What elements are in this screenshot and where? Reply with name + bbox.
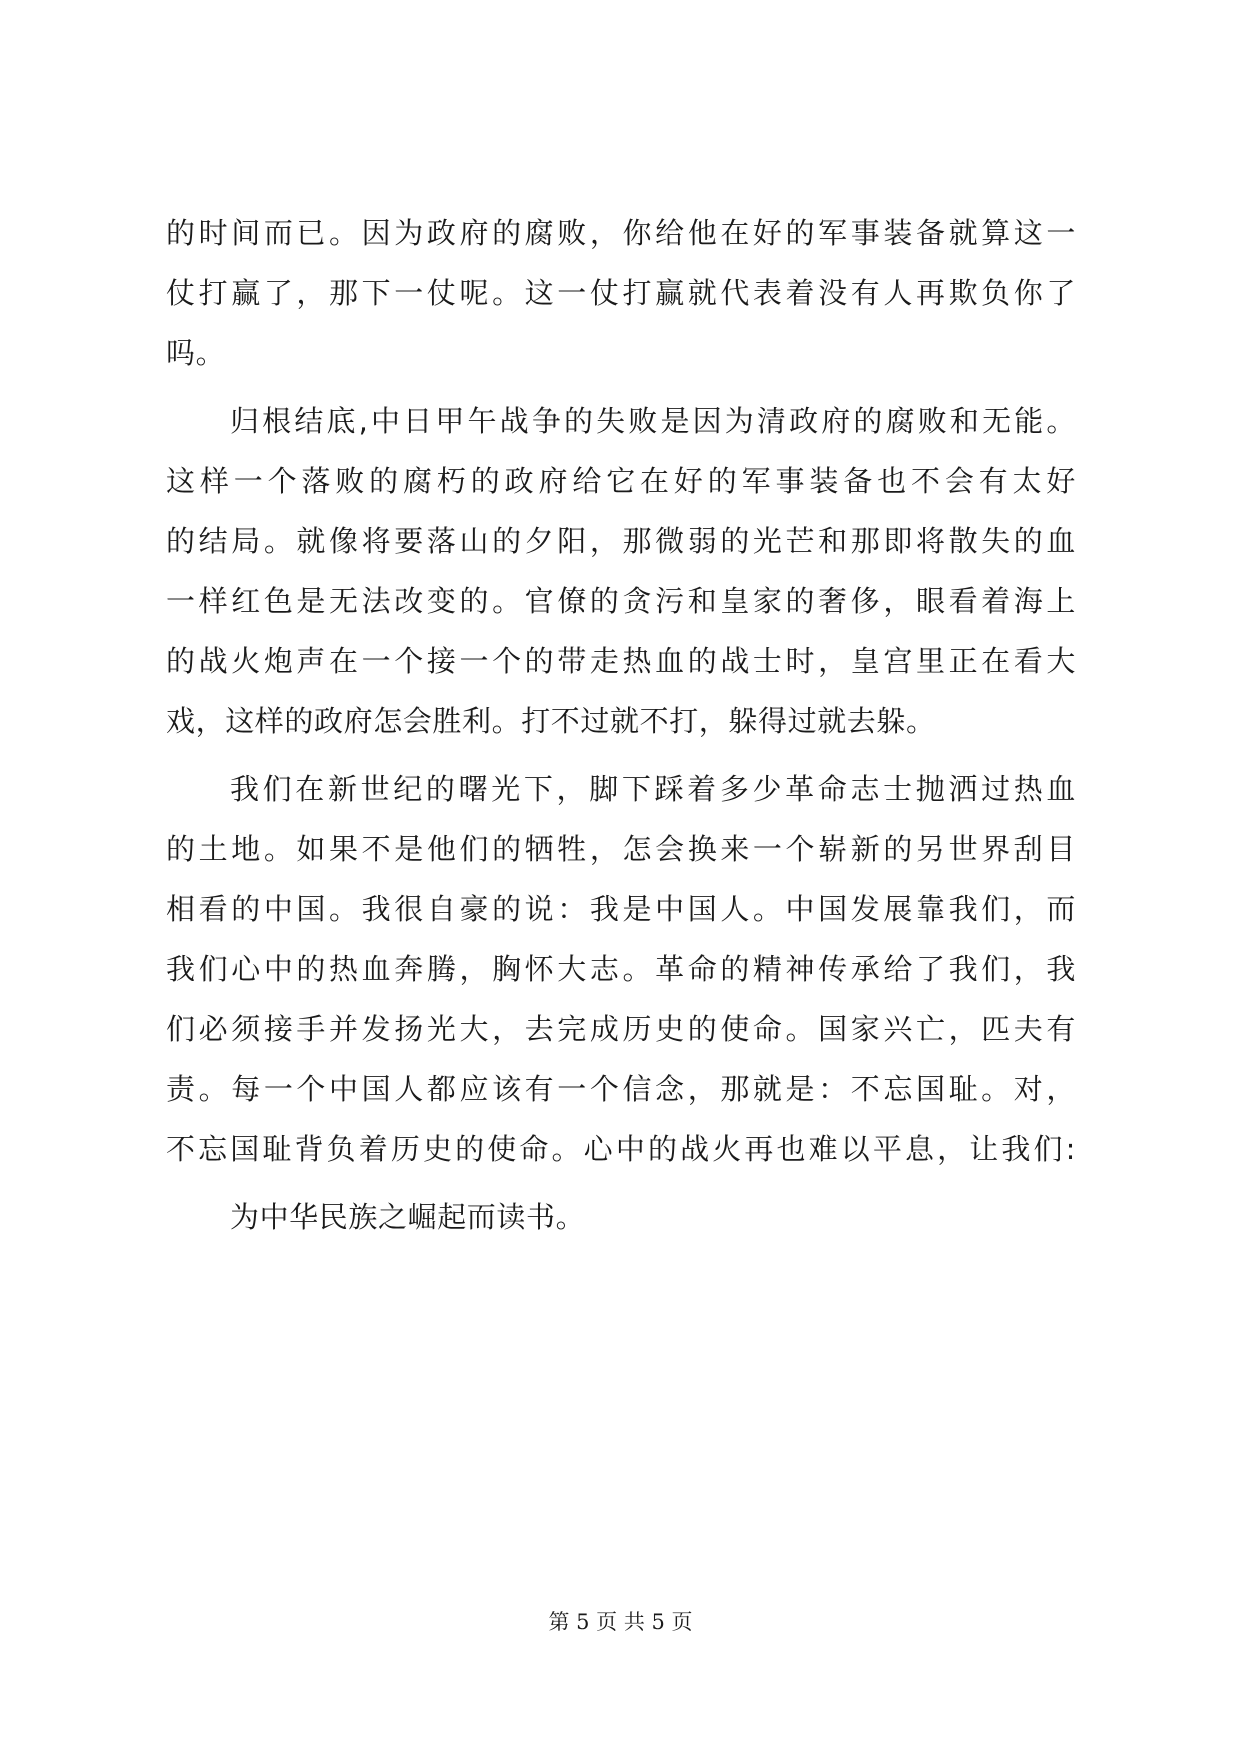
text-line: 责。每一个中国人都应该有一个信念，那就是：不忘国耻。对， <box>166 1072 1076 1106</box>
paragraph-1 <box>166 203 1076 383</box>
text-line: 不忘国耻背负着历史的使命。心中的战火再也难以平息，让我们: <box>166 1132 1076 1166</box>
text-line: 归根结底,中日甲午战争的失败是因为清政府的腐败和无能。 <box>230 404 1076 438</box>
text-line: 们必须接手并发扬光大，去完成历史的使命。国家兴亡，匹夫有 <box>166 1012 1076 1046</box>
text-line: 仗打赢了，那下一仗呢。这一仗打赢就代表着没有人再欺负你了 <box>166 276 1076 310</box>
paragraph-4 <box>166 1187 1076 1247</box>
text-line: 吗。 <box>166 336 226 370</box>
paragraph-3 <box>166 759 1076 1179</box>
text-line: 的土地。如果不是他们的牺牲，怎会换来一个崭新的另世界刮目 <box>166 832 1076 866</box>
text-line: 一样红色是无法改变的。官僚的贪污和皇家的奢侈，眼看着海上 <box>166 584 1076 618</box>
paragraph-2 <box>166 391 1076 751</box>
text-line: 我们心中的热血奔腾，胸怀大志。革命的精神传承给了我们，我 <box>166 952 1076 986</box>
text-line: 相看的中国。我很自豪的说：我是中国人。中国发展靠我们，而 <box>166 892 1076 926</box>
text-line: 戏，这样的政府怎会胜利。打不过就不打，躲得过就去躲。 <box>166 704 936 738</box>
text-line: 这样一个落败的腐朽的政府给它在好的军事装备也不会有太好 <box>166 464 1076 498</box>
text-line: 的战火炮声在一个接一个的带走热血的战士时，皇宫里正在看大 <box>166 644 1076 678</box>
text-line: 的结局。就像将要落山的夕阳，那微弱的光芒和那即将散失的血 <box>166 524 1076 558</box>
document-body <box>166 203 1076 1247</box>
page-number-footer: 第 5 页 共 5 页 <box>548 1610 693 1634</box>
text-line: 的时间而已。因为政府的腐败，你给他在好的军事装备就算这一 <box>166 216 1076 250</box>
text-line: 我们在新世纪的曙光下，脚下踩着多少革命志士抛洒过热血 <box>230 772 1076 806</box>
text-line: 为中华民族之崛起而读书。 <box>230 1200 586 1234</box>
